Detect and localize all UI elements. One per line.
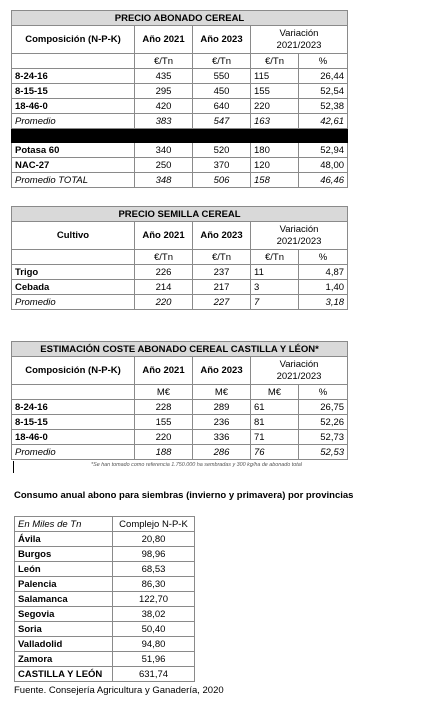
col-composition: Composición (N-P-K) [12,26,135,54]
cell-2021: 220 [135,295,193,310]
province-label: Valladolid [15,637,113,652]
table-row [15,637,195,652]
variation-label: Variación [279,27,319,39]
province-value: 50,40 [113,622,195,637]
province-label: León [15,562,113,577]
province-value: 38,02 [113,607,195,622]
unit-2023: €/Tn [193,250,251,265]
row-label: Promedio [12,114,135,129]
unit-blank [12,54,135,69]
unit-2021: M€ [135,385,193,400]
unit-pct: % [299,54,348,69]
province-consumption-table [14,516,195,682]
text-cursor-bar [13,461,14,473]
table-row [12,265,348,280]
unit-2021: €/Tn [135,250,193,265]
province-value: 51,96 [113,652,195,667]
unit-blank [12,385,135,400]
cell-pct: 4,87 [299,265,348,280]
cell-2021: 383 [135,114,193,129]
total-row [12,173,348,188]
row-label: Cebada [12,280,135,295]
col-complex: Complejo N-P-K [113,517,195,532]
cost-estimate-table [11,341,348,460]
table-row [15,532,195,547]
cell-var: 76 [251,445,299,460]
average-row [12,445,348,460]
cost-table-title: ESTIMACIÓN COSTE ABONADO CEREAL CASTILLA Y LÉON* [12,342,348,357]
province-value: 98,96 [113,547,195,562]
table-row [15,562,195,577]
cell-2021: 340 [135,143,193,158]
cell-var: 81 [251,415,299,430]
cell-2023: 336 [193,430,251,445]
province-value: 68,53 [113,562,195,577]
cell-pct: 52,54 [299,84,348,99]
col-2023: Año 2023 [193,222,251,250]
cell-2023: 237 [193,265,251,280]
unit-2023: M€ [193,385,251,400]
cell-2021: 155 [135,415,193,430]
province-label: Palencia [15,577,113,592]
cell-var: 163 [251,114,299,129]
cell-2023: 286 [193,445,251,460]
cell-2021: 435 [135,69,193,84]
seed-price-table [11,206,348,310]
col-variation [251,357,348,385]
table-row [12,84,348,99]
cell-pct: 46,46 [299,173,348,188]
cell-var: 71 [251,430,299,445]
cell-pct: 3,18 [299,295,348,310]
province-label: CASTILLA Y LEÓN [15,667,113,682]
row-label: 8-15-15 [12,84,135,99]
province-label: Ávila [15,532,113,547]
consumption-heading: Consumo anual abono para siembras (invierno y primavera) por provincias [14,490,354,501]
province-label: Burgos [15,547,113,562]
table-row [12,415,348,430]
col-variation [251,222,348,250]
variation-period: 2021/2023 [276,39,322,51]
table-row [15,607,195,622]
cell-2023: 550 [193,69,251,84]
cell-pct: 48,00 [299,158,348,173]
fertilizer-price-table [11,10,348,188]
cell-var: 11 [251,265,299,280]
row-label: Promedio TOTAL [12,173,135,188]
table-row [15,652,195,667]
col-unit: En Miles de Tn [15,517,113,532]
row-label: 18-46-0 [12,99,135,114]
province-label: Zamora [15,652,113,667]
cost-footnote: *Se han tomado como referencia 1.750.000 ha sembradas y 300 kg/ha de abonado total [91,462,302,468]
province-label: Soria [15,622,113,637]
table-row [12,69,348,84]
table-row [12,99,348,114]
cell-var: 155 [251,84,299,99]
cell-2021: 226 [135,265,193,280]
average-row [12,114,348,129]
cell-2023: 370 [193,158,251,173]
row-label: Promedio [12,445,135,460]
unit-var: €/Tn [251,250,299,265]
cell-pct: 52,94 [299,143,348,158]
table-row [15,592,195,607]
table-row [15,622,195,637]
col-crop: Cultivo [12,222,135,250]
table-row [12,430,348,445]
cell-2021: 250 [135,158,193,173]
province-label: Salamanca [15,592,113,607]
col-2023: Año 2023 [193,26,251,54]
cell-var: 180 [251,143,299,158]
cell-2021: 214 [135,280,193,295]
variation-label: Variación [279,223,319,235]
unit-pct: % [299,250,348,265]
cell-2023: 227 [193,295,251,310]
row-label: Potasa 60 [12,143,135,158]
row-label: 8-15-15 [12,415,135,430]
table-row [12,158,348,173]
col-2021: Año 2021 [135,357,193,385]
col-2023: Año 2023 [193,357,251,385]
cell-var: 158 [251,173,299,188]
cell-pct: 1,40 [299,280,348,295]
seed-table-title: PRECIO SEMILLA CEREAL [12,207,348,222]
cell-2021: 420 [135,99,193,114]
cell-2023: 640 [193,99,251,114]
cell-2021: 228 [135,400,193,415]
cell-2023: 547 [193,114,251,129]
unit-pct: % [299,385,348,400]
variation-period: 2021/2023 [276,235,322,247]
table-row [12,143,348,158]
cell-pct: 52,53 [299,445,348,460]
variation-period: 2021/2023 [276,370,322,382]
cell-2021: 348 [135,173,193,188]
col-2021: Año 2021 [135,26,193,54]
table-row [15,577,195,592]
row-label: Promedio [12,295,135,310]
unit-var: €/Tn [251,54,299,69]
row-label: NAC-27 [12,158,135,173]
cell-var: 120 [251,158,299,173]
province-label: Segovia [15,607,113,622]
row-label: 8-24-16 [12,69,135,84]
cell-2021: 188 [135,445,193,460]
province-value: 631,74 [113,667,195,682]
table-row [15,547,195,562]
cell-pct: 52,38 [299,99,348,114]
row-label: 8-24-16 [12,400,135,415]
cell-var: 115 [251,69,299,84]
cell-pct: 26,75 [299,400,348,415]
source-note: Fuente. Consejería Agricultura y Ganadería, 2020 [14,685,224,696]
cell-2023: 520 [193,143,251,158]
province-value: 86,30 [113,577,195,592]
cell-2021: 220 [135,430,193,445]
cell-pct: 42,61 [299,114,348,129]
cell-2023: 450 [193,84,251,99]
cell-var: 3 [251,280,299,295]
unit-blank [12,250,135,265]
cell-2023: 217 [193,280,251,295]
col-composition: Composición (N-P-K) [12,357,135,385]
table-row [12,400,348,415]
cell-2023: 236 [193,415,251,430]
cell-2023: 289 [193,400,251,415]
col-2021: Año 2021 [135,222,193,250]
table-row [12,280,348,295]
province-value: 122,70 [113,592,195,607]
row-label: Trigo [12,265,135,280]
unit-var: M€ [251,385,299,400]
unit-2021: €/Tn [135,54,193,69]
col-variation [251,26,348,54]
cell-pct: 52,26 [299,415,348,430]
cell-pct: 52,73 [299,430,348,445]
province-value: 20,80 [113,532,195,547]
unit-2023: €/Tn [193,54,251,69]
fertilizer-table-title: PRECIO ABONADO CEREAL [12,11,348,26]
average-row [12,295,348,310]
province-value: 94,80 [113,637,195,652]
separator-bar [12,129,348,143]
cell-var: 7 [251,295,299,310]
variation-label: Variación [279,358,319,370]
cell-pct: 26,44 [299,69,348,84]
cell-var: 220 [251,99,299,114]
cell-2023: 506 [193,173,251,188]
total-row [15,667,195,682]
row-label: 18-46-0 [12,430,135,445]
cell-2021: 295 [135,84,193,99]
cell-var: 61 [251,400,299,415]
